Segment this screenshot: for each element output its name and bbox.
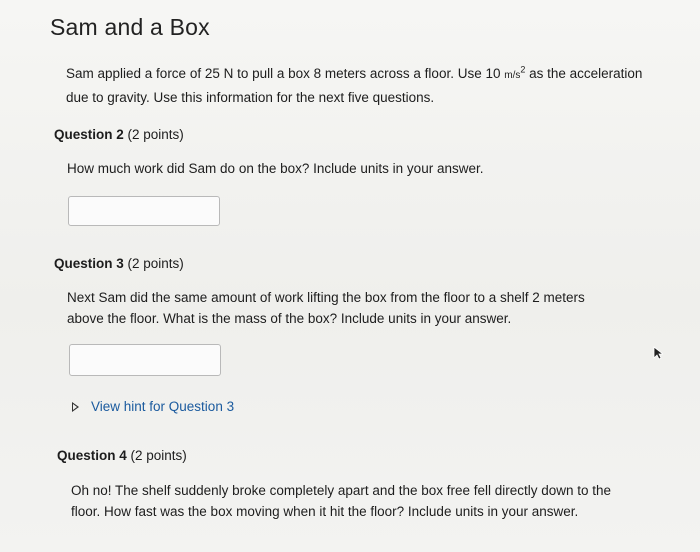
- page-title: Sam and a Box: [50, 14, 210, 40]
- question-2-text: How much work did Sam do on the box? Include units in your answer.: [67, 161, 484, 176]
- question-3-text: Next Sam did the same amount of work lifting the box from the floor to a shelf 2 meters above the floor. What is the mass of the box? Include units in your answer.: [67, 290, 585, 326]
- question-2-label: Question 2: [54, 127, 124, 142]
- intro-paragraph: [66, 63, 646, 109]
- intro-unit: m/s: [504, 70, 521, 81]
- disclosure-triangle-icon: [72, 402, 79, 412]
- question-3-label: Question 3: [54, 256, 124, 271]
- intro-text-a: Sam applied a force of 25 N to pull a box 8 meters across a floor. Use 10: [66, 66, 505, 81]
- question-3-title: [54, 256, 184, 271]
- question-2-answer-input[interactable]: [68, 196, 220, 226]
- intro-unit-exponent: 2: [520, 64, 526, 75]
- intro-text-b: as the acceleration due to gravity. Use this information for the next five questions.: [66, 66, 643, 105]
- mouse-cursor-icon: [653, 346, 663, 360]
- question-3-points: (2 points): [123, 256, 184, 271]
- question-4-text: Oh no! The shelf suddenly broke completely apart and the box free fell directly down to the floor. How fast was the box moving when it hit the floor? Include units in your answer.: [71, 483, 612, 519]
- question-2-points: (2 points): [123, 127, 184, 142]
- question-4-points: (2 points): [126, 448, 187, 463]
- question-2-title: [54, 127, 184, 142]
- view-hint-question-3-link[interactable]: [72, 399, 234, 414]
- question-4-title: [57, 448, 187, 463]
- question-4-label: Question 4: [57, 448, 127, 463]
- hint-link-label: View hint for Question 3: [91, 399, 235, 414]
- question-3-answer-input[interactable]: [69, 344, 221, 376]
